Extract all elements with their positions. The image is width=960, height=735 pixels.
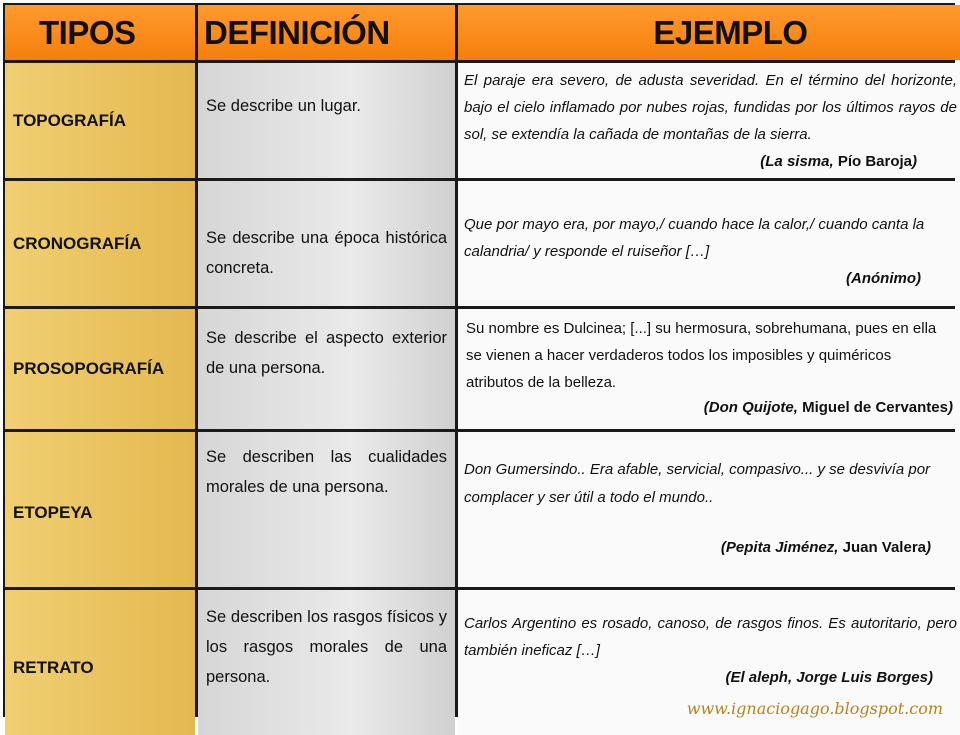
citation-title: Pepita Jiménez,: [725, 539, 839, 556]
definicion-cell: Se describen las cualidades morales de una persona.: [198, 432, 455, 587]
citation-author: Juan Valera: [842, 539, 926, 556]
citation: (Anónimo): [846, 270, 921, 287]
ejemplo-cell: [458, 63, 960, 178]
citation: (La sisma, Pío Baroja): [760, 153, 917, 170]
header-ejemplo: EJEMPLO: [458, 5, 960, 60]
tipo-cell: RETRATO: [5, 590, 195, 735]
citation-title: El aleph,: [730, 669, 793, 686]
ejemplo-cell: [458, 432, 960, 587]
header-tipos: TIPOS: [5, 5, 195, 60]
ejemplo-text: Don Gumersindo.. Era afable, servicial, compasivo... y se desvivía por complacer y ser útil a todo el mundo..: [464, 461, 931, 506]
citation-title: Don Quijote,: [708, 399, 798, 416]
definicion-cell: Se describe un lugar.: [198, 63, 455, 178]
ejemplo-cell: [458, 309, 960, 429]
watermark-url: www.ignaciogago.blogspot.com: [686, 699, 943, 718]
figuras-descriptivas-table: [3, 3, 955, 717]
ejemplo-cell: [458, 590, 960, 735]
citation: (Don Quijote, Miguel de Cervantes): [703, 399, 953, 416]
citation-author: Miguel de Cervantes: [802, 399, 948, 416]
tipo-cell: ETOPEYA: [5, 432, 195, 587]
definicion-cell: Se describe el aspecto exterior de una persona.: [198, 309, 455, 429]
ejemplo-wrapper: [464, 67, 957, 170]
citation-title: Anónimo: [851, 270, 916, 287]
ejemplo-cell: [458, 181, 960, 306]
tipo-cell: PROSOPOGRAFÍA: [5, 309, 195, 429]
citation: (El aleph, Jorge Luis Borges): [725, 669, 933, 686]
tipo-cell: TOPOGRAFÍA: [5, 63, 195, 178]
definicion-cell: Se describe una época histórica concreta.: [198, 181, 455, 306]
citation-title: La sisma,: [765, 153, 834, 170]
ejemplo-text: Su nombre es Dulcinea; [...] su hermosura, sobrehumana, pues en ella se vienen a hacer verdaderos todos los imposibles y quiméricos atributos de la belleza.: [466, 320, 937, 391]
header-definicion: DEFINICIÓN: [198, 5, 455, 60]
citation-author: Pío Baroja: [837, 153, 912, 170]
ejemplo-text: El paraje era severo, de adusta severidad. En el término del horizonte, bajo el cielo inflamado por nubes rojas, fundidas por los últimos rayos de sol, se extendía la cañada de montañas de la sierra.: [464, 72, 957, 143]
ejemplo-text: Que por mayo era, por mayo,/ cuando hace la calor,/ cuando canta la calandria/ y responde el ruiseñor […]: [464, 216, 925, 260]
citation-author: Jorge Luis Borges: [796, 669, 928, 686]
definicion-cell: Se describen los rasgos físicos y los rasgos morales de una persona.: [198, 590, 455, 735]
citation: (Pepita Jiménez, Juan Valera): [720, 539, 931, 556]
ejemplo-text: Carlos Argentino es rosado, canoso, de rasgos finos. Es autoritario, pero también ineficaz […]: [464, 615, 957, 659]
tipo-cell: CRONOGRAFÍA: [5, 181, 195, 306]
